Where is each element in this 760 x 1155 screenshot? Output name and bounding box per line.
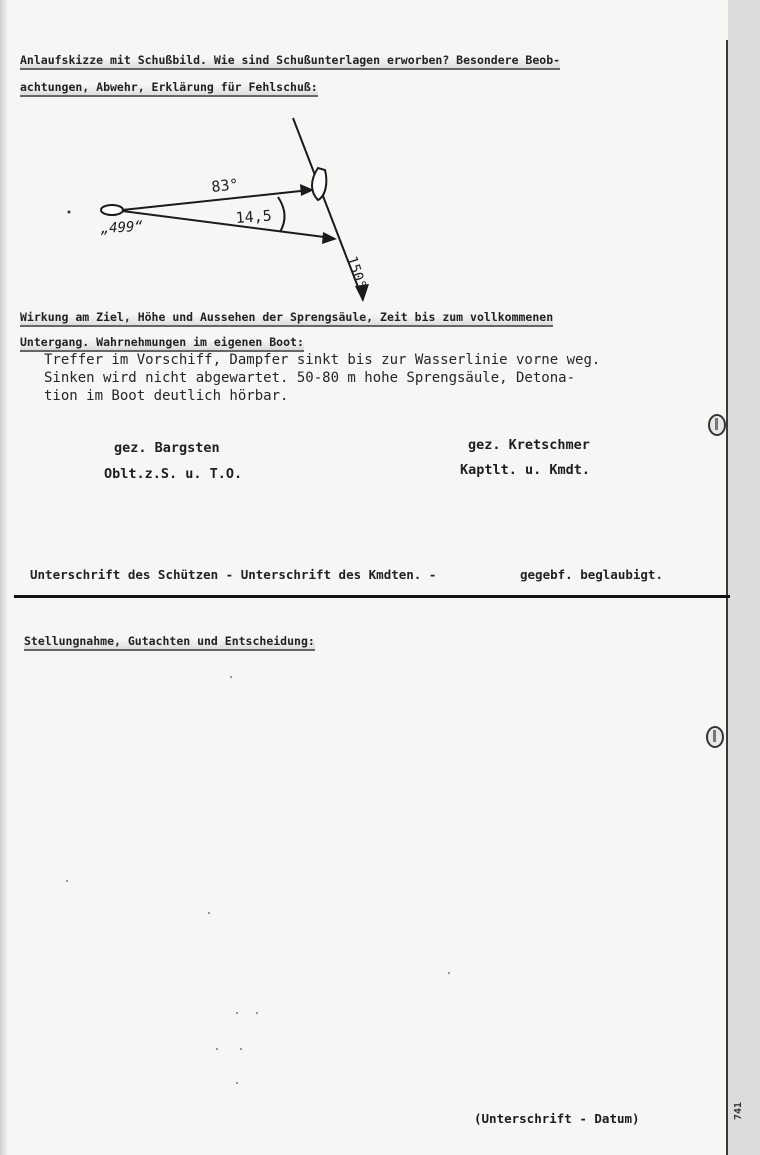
angle-label: 83° — [210, 175, 240, 196]
signature-right-name: gez. Kretschmer — [468, 437, 590, 453]
scan-edge-shadow — [0, 0, 8, 1155]
signature-right-rank: Kaptlt. u. Kmdt. — [460, 462, 591, 478]
punch-hole-upper — [708, 414, 726, 436]
section3-heading: Stellungnahme, Gutachten und Entscheidung: — [24, 634, 315, 651]
target-ship-icon — [312, 168, 326, 200]
aim-arrowhead-lower — [322, 232, 337, 244]
signature-date-caption: (Unterschrift - Datum) — [474, 1111, 640, 1126]
section2-heading-line1: Wirkung am Ziel, Höhe und Aussehen der Sprengsäule, Zeit bis zum vollkommenen — [20, 310, 553, 327]
section1-heading-line2: achtungen, Abwehr, Erklärung für Fehlschuß: — [20, 80, 318, 97]
attack-sketch — [60, 110, 400, 310]
section1-heading-line1: Anlaufskizze mit Schußbild. Wie sind Schußunterlagen erworben? Besondere Beob- — [20, 53, 560, 70]
signature-left-name: gez. Bargsten — [114, 440, 220, 456]
effect-text-line2: Sinken wird nicht abgewartet. 50-80 m hohe Sprengsäule, Detona- — [44, 370, 576, 386]
aim-line-lower — [122, 211, 332, 238]
effect-text-line3: tion im Boot deutlich hörbar. — [44, 388, 289, 404]
punch-hole-lower — [706, 726, 724, 748]
signature-caption: Unterschrift des Schützen - Unterschrift des Kmdten. - — [30, 567, 437, 582]
section2-heading-line2: Untergang. Wahrnehmungen im eigenen Boot: — [20, 335, 304, 352]
submarine-icon — [101, 205, 123, 215]
angle-arc — [278, 197, 285, 232]
ship-label: „499“ — [100, 218, 144, 237]
course-label: 150° — [343, 254, 369, 292]
right-margin-strip — [728, 0, 760, 1155]
section-divider — [14, 595, 730, 598]
signature-left-rank: Oblt.z.S. u. T.O. — [104, 466, 243, 482]
certification-note: gegebf. beglaubigt. — [520, 567, 663, 582]
page-margin-mark: 741 — [733, 1101, 744, 1120]
distance-label: 14,5 — [235, 206, 273, 227]
effect-text-line1: Treffer im Vorschiff, Dampfer sinkt bis zur Wasserlinie vorne weg. — [44, 352, 601, 368]
